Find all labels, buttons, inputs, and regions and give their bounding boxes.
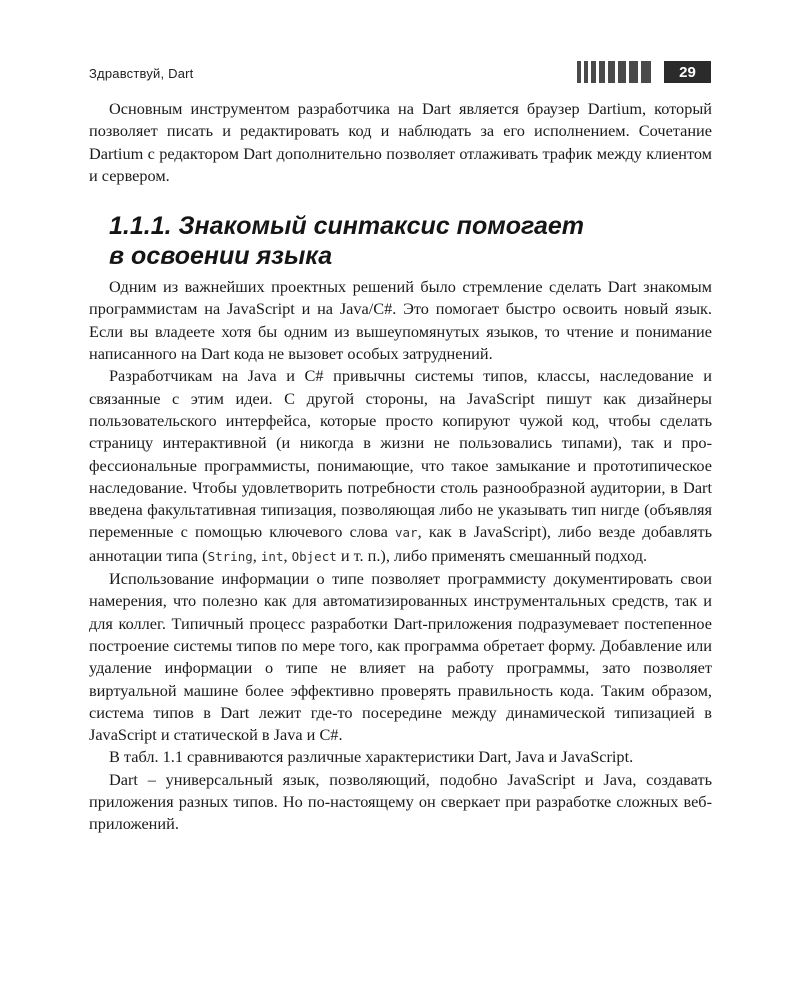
running-head-title: Здравствуй, Dart xyxy=(89,66,194,81)
paragraph-2-part1: Разработчикам на Java и C# привычны системы типов, классы, наследование и связанные с этим идеи. С другой стороны, на JavaScript пишут как дизайнеры пользовательского интерфейса, которые просто копируют чужой код, чтобы сделать страницу интерактивной (и никогда в жизни не пользовались типами), так и профессиональные программисты, понимающие, что такое замыкание и прототипическое наследование. Чтобы удовлетворить потребности столь разнообразной аудитории, в Dart введена факультативная типизация, позволяющая либо не указывать тип нигде (объявляя переменные с помощью ключевого слова xyxy=(89,366,712,542)
section-heading-line2: в освоении языка xyxy=(109,242,333,271)
section-heading xyxy=(109,211,712,271)
paragraph-2-part3: и т. п.), либо применять смешанный подход. xyxy=(336,545,648,565)
code-string: String xyxy=(207,548,253,564)
paragraph-2-sep2: , xyxy=(283,545,292,565)
page-number: 29 xyxy=(664,61,711,83)
intro-paragraph: Основным инструментом разработчика на Dart является браузер Dartium, который позволяет писать и редактировать код и наблюдать за его исполнением. Сочетание Dartium с редактором Dart дополнительно позволяет отлаживать трафик между клиентом и сервером. xyxy=(89,99,712,185)
paragraph-2 xyxy=(89,365,712,568)
code-var: var xyxy=(394,525,418,541)
header-decorative-bars xyxy=(577,61,651,83)
paragraph-2-sep1: , xyxy=(252,545,261,565)
paragraph-1: Одним из важнейших проектных решений было стремление сделать Dart знакомым программистам на JavaScript и на Java/C#. Это помогает быстро освоить новый язык. Если вы владеете хотя бы одним из вышеупомянутых языков, то чтение и понимание написанного на Dart кода не вызовет особых затруднений. xyxy=(89,277,712,364)
code-int: int xyxy=(260,548,284,564)
code-object: Object xyxy=(291,548,337,564)
section-heading-line1: 1.1.1. Знакомый синтаксис помогает xyxy=(109,212,585,241)
paragraph-2-part2: , как в JavaScript), либо везде добавлять аннотации типа ( xyxy=(89,522,712,565)
page-body xyxy=(89,98,712,836)
paragraph-5: Dart – универсальный язык, позволяющий, подобно JavaScript и Java, создавать приложения разных типов. Но по-настоящему он сверкает при разработке сложных веб-приложений. xyxy=(89,769,712,834)
paragraph-4: В табл. 1.1 сравниваются различные характеристики Dart, Java и JavaScript. xyxy=(109,747,634,767)
paragraph-3: Использование информации о типе позволяет программисту документировать свои намерения, что полезно как для автоматизированных инструментальных средств, так и для коллег. Типичный процесс разработки Dart-приложения подразумевает постепенное построение системы типов по мере того, как программа обретает форму. Добавление или удаление информации о типе не влияет на работу программы, зато позволяет виртуальной машине более эффективно проверять правильность кода. Таким образом, система типов в Dart лежит где-то посередине между динамической типизацией в JavaScript и статической в Java и C#. xyxy=(89,569,712,745)
